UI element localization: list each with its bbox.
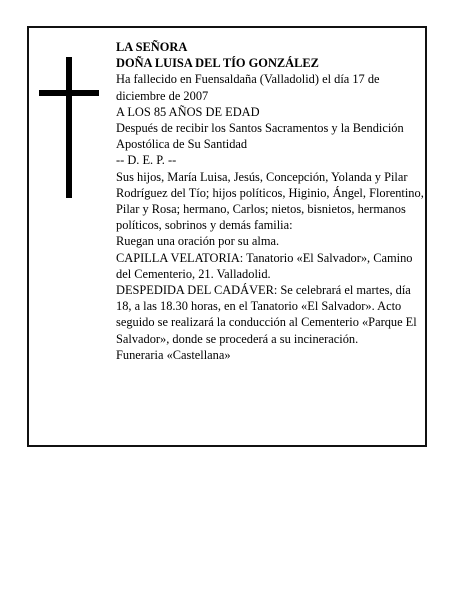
sacraments-statement: Después de recibir los Santos Sacramentos y la Bendición Apostólica de Su Santidad (116, 121, 404, 152)
cross-horizontal-bar (39, 90, 99, 96)
prayer-request: Ruegan una oración por su alma. (116, 234, 280, 249)
death-statement: Ha fallecido en Fuensaldaña (Valladolid) el día 17 de diciembre de 2007 (116, 72, 380, 103)
deceased-name: DOÑA LUISA DEL TÍO GONZÁLEZ (116, 56, 319, 71)
family-list: Sus hijos, María Luisa, Jesús, Concepción, Yolanda y Pilar Rodríguez del Tío; hijos políticos, Higinio, Ángel, Florentino, Pilar y Rosa; hermano, Carlos; nietos, bisnietos, hermanos políticos, sobrinos y demás familia: (116, 169, 424, 233)
cross-icon (39, 57, 99, 198)
age-statement: A LOS 85 AÑOS DE EDAD (116, 104, 260, 119)
chapel-info: CAPILLA VELATORIA: Tanatorio «El Salvador», Camino del Cementerio, 21. Valladolid. (116, 250, 413, 281)
obituary-text (116, 39, 428, 363)
notice-title: LA SEÑORA (116, 40, 188, 54)
funeral-home: Funeraria «Castellana» (116, 347, 231, 362)
obituary-notice (27, 26, 427, 447)
rip-line: -- D. E. P. -- (116, 153, 177, 168)
farewell-info: DESPEDIDA DEL CADÁVER: Se celebrará el martes, día 18, a las 18.30 horas, en el Tanatorio «El Salvador». Acto seguido se realizará la conducción al Cementerio «Parque El Salvador», donde se procederá a su incineración. (116, 283, 417, 346)
cross-vertical-bar (66, 57, 72, 198)
